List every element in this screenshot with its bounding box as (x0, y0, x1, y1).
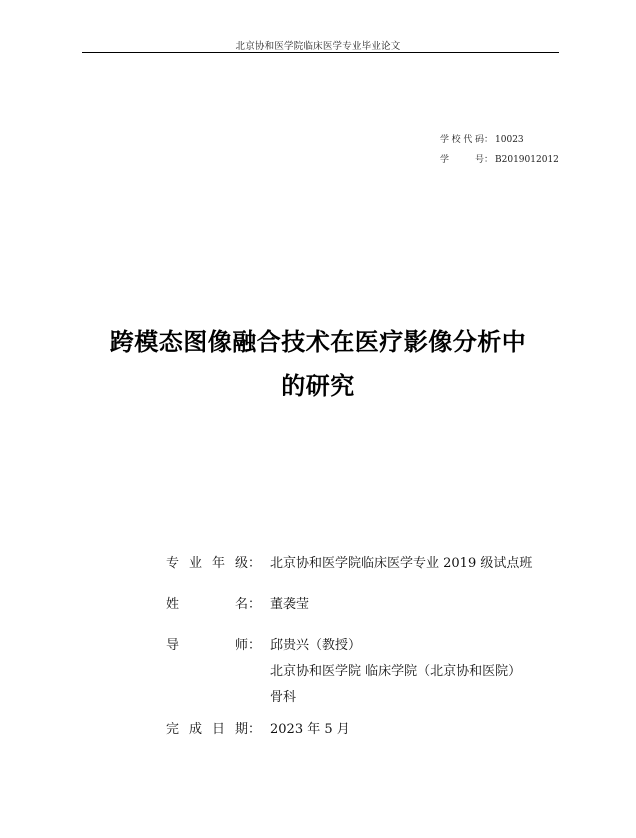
school-code (440, 132, 524, 145)
major-label: 专业年级 (166, 556, 248, 571)
advisor-label: 导师 (166, 638, 248, 653)
date-value: 2023 年 5 月 (270, 722, 350, 737)
student-id (440, 152, 559, 165)
student-id-label: 学 号 (440, 155, 484, 165)
advisor-value: 邱贵兴（教授） (270, 638, 362, 653)
advisor-department: 骨科 (270, 690, 297, 705)
student-id-value: B2019012012 (495, 155, 559, 165)
name-value: 董袭莹 (270, 597, 310, 612)
thesis-title-line-2: 的研究 (281, 372, 355, 400)
thesis-title-line-1: 跨模态图像融合技术在医疗影像分析中 (109, 328, 527, 356)
school-code-label: 学校代码 (440, 135, 484, 145)
name-label: 姓名 (166, 597, 248, 612)
header-rule (82, 52, 559, 53)
advisor-colon: ： (248, 638, 262, 653)
advisor-affiliation: 北京协和医学院 临床学院（北京协和医院） (270, 664, 522, 679)
school-code-colon: ： (484, 135, 494, 145)
date-label: 完成日期 (166, 722, 248, 737)
date-row (166, 718, 350, 737)
major-colon: ： (248, 556, 262, 571)
advisor-row (166, 634, 361, 653)
school-code-value: 10023 (495, 135, 524, 145)
running-header: 北京协和医学院临床医学专业毕业论文 (235, 41, 401, 52)
name-colon: ： (248, 597, 262, 612)
date-colon: ： (248, 722, 262, 737)
major-row (166, 552, 532, 571)
major-value: 北京协和医学院临床医学专业 2019 级试点班 (270, 556, 533, 571)
name-row (166, 593, 309, 612)
student-id-colon: ： (484, 155, 494, 165)
